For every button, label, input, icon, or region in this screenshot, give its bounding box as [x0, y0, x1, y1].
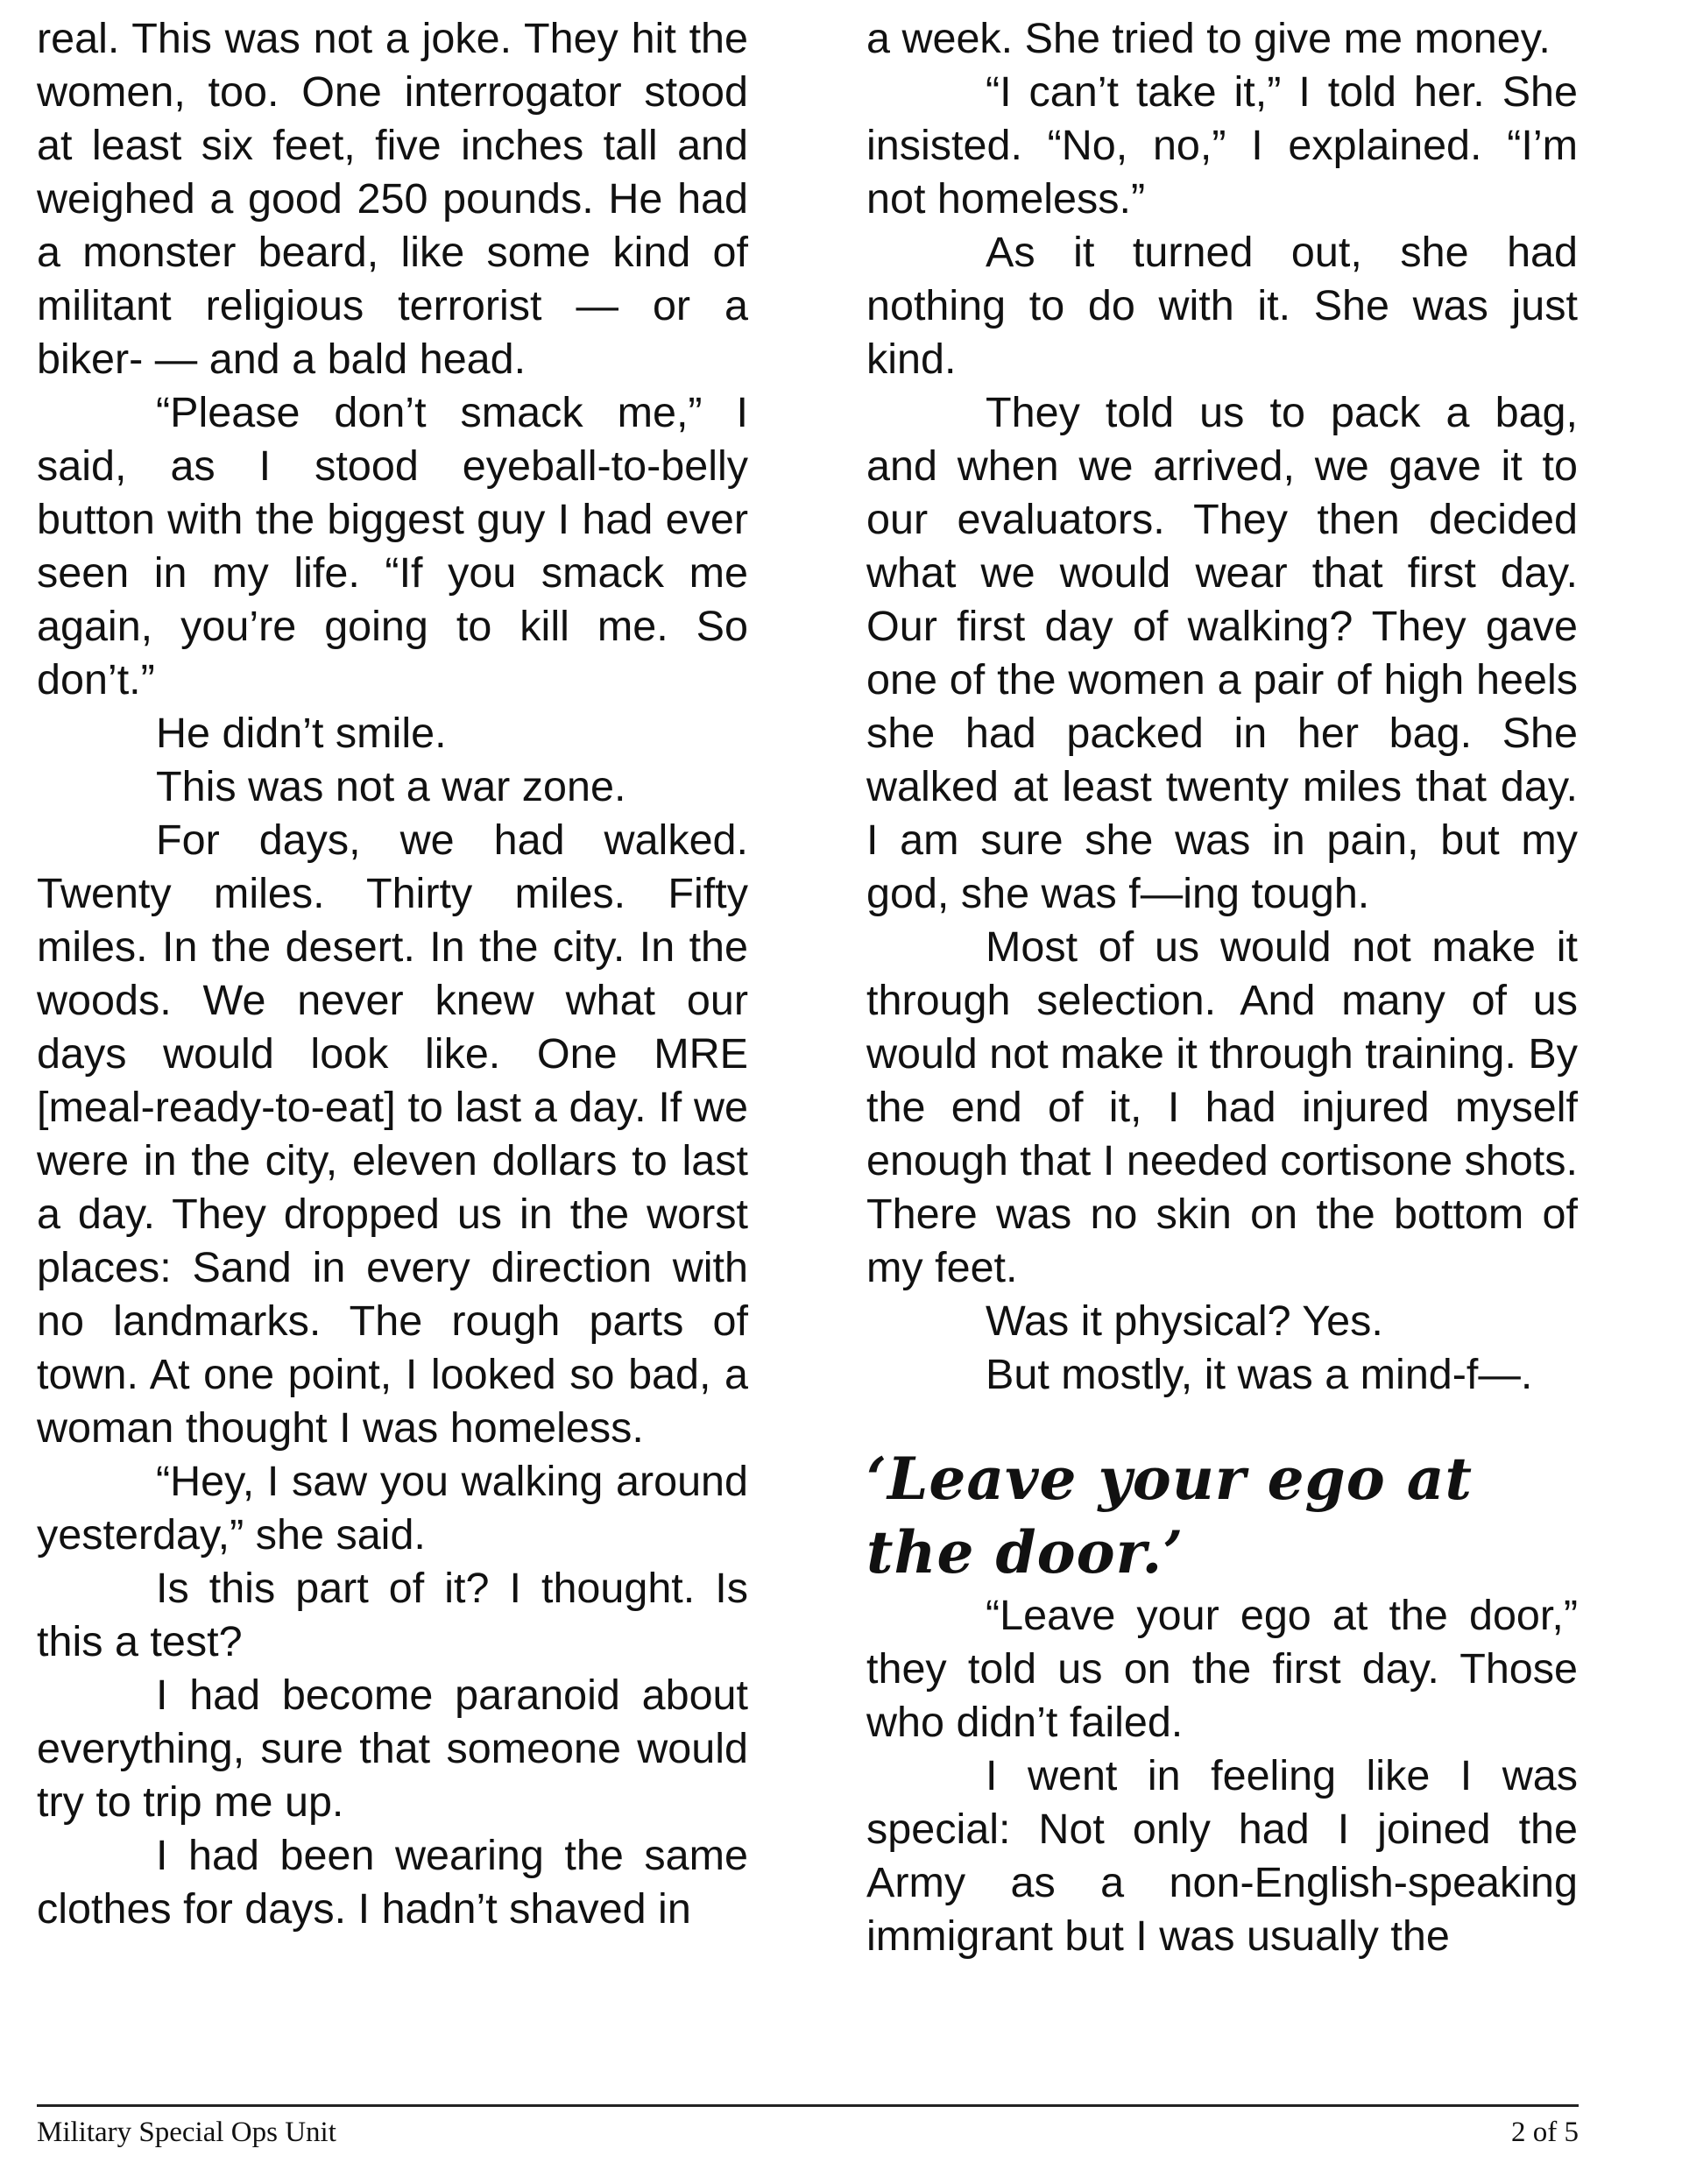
paragraph: “Hey, I saw you walking around yesterday,” she said. [37, 1458, 748, 1558]
paragraph: “I can’t take it,” I told her. She insisted. “No, no,” I explained. “I’m not homeless.” [866, 68, 1578, 223]
left-column [37, 12, 748, 1936]
paragraph: Most of us would not make it through selection. And many of us would not make it through training. By the end of it, I had injured myself enough that I needed cortisone shots. There was no skin on the bottom of my feet. [866, 923, 1578, 1291]
paragraph: This was not a war zone. [156, 763, 626, 810]
paragraph: “Leave your ego at the door,” they told us on the first day. Those who didn’t failed. [866, 1592, 1578, 1746]
footer-publication-name: Military Special Ops Unit [37, 2117, 336, 2148]
paragraph: For days, we had walked. Twenty miles. Thirty miles. Fifty miles. In the desert. In the city. In the woods. We never knew what our days would look like. One MRE [meal-ready-to-eat] to last a day. If we were in the city, eleven dollars to last a day. They dropped us in the worst places: Sand in every direction with no landmarks. The rough parts of town. At one point, I looked so bad, a woman thought I was homeless. [37, 816, 748, 1452]
paragraph: I had been wearing the same clothes for days. I hadn’t shaved in [37, 1832, 748, 1933]
right-column [866, 12, 1578, 1963]
paragraph: I had become paranoid about everything, sure that someone would try to trip me up. [37, 1672, 748, 1826]
paragraph: He didn’t smile. [156, 710, 447, 757]
footer-page-number: 2 of 5 [1511, 2117, 1579, 2148]
paragraph: “Please don’t smack me,” I said, as I stood eyeball-to-belly button with the biggest guy I had ever seen in my life. “If you smack me again, you’re going to kill me. So don’t.” [37, 389, 748, 703]
paragraph: real. This was not a joke. They hit the women, too. One interrogator stood at least six feet, five inches tall and weighed a good 250 pounds. He had a monster beard, like some kind of militant religious terrorist — or a biker- — and a bald head. [37, 15, 748, 383]
section-heading: ‘Leave your ego at the door.’ [866, 1445, 1473, 1587]
paragraph: Was it physical? Yes. [986, 1297, 1383, 1345]
paragraph: But mostly, it was a mind-f—. [986, 1351, 1533, 1398]
footer-divider [37, 2104, 1579, 2107]
paragraph: As it turned out, she had nothing to do with it. She was just kind. [866, 229, 1578, 383]
paragraph: Is this part of it? I thought. Is this a test? [37, 1565, 748, 1665]
paragraph: a week. She tried to give me money. [866, 15, 1551, 62]
paragraph: I went in feeling like I was special: Not only had I joined the Army as a non-English-speaking immigrant but I was usually the [866, 1752, 1578, 1960]
paragraph: They told us to pack a bag, and when we arrived, we gave it to our evaluators. They then decided what we would wear that first day. Our first day of walking? They gave one of the women a pair of high heels she had packed in her bag. She walked at least twenty miles that day. I am sure she was in pain, but my god, she was f—ing tough. [866, 389, 1578, 917]
